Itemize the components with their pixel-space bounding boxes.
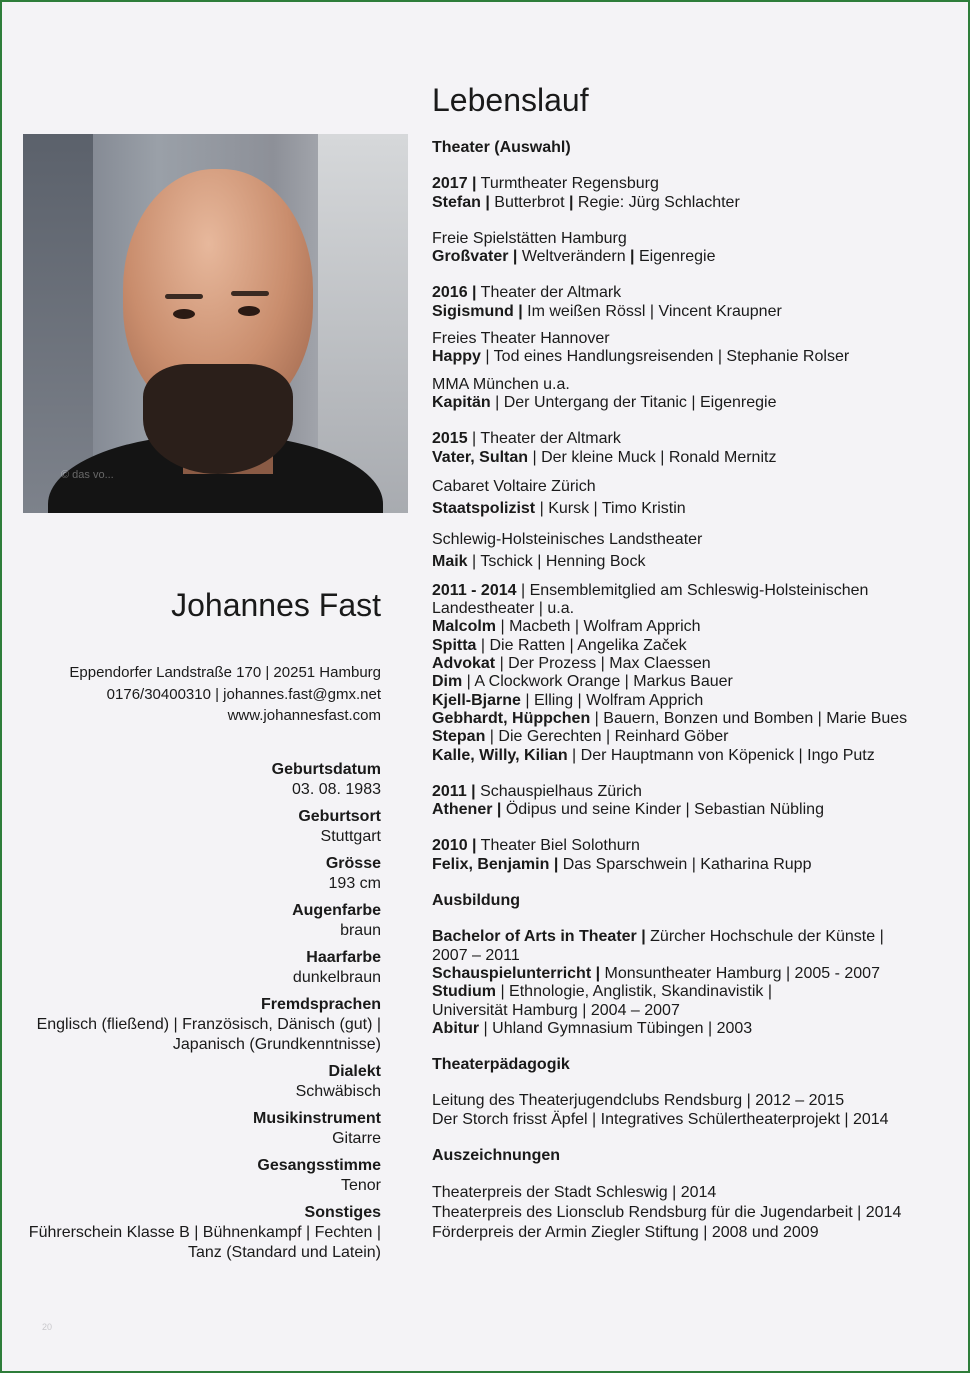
entry-role: Vater, Sultan bbox=[432, 448, 529, 466]
edu-title: Studium bbox=[432, 983, 496, 1001]
document-title: Lebenslauf bbox=[432, 82, 589, 118]
photo-eye-right bbox=[238, 306, 260, 316]
entry-details: | Tod eines Handlungsreisenden | Stephanie Rolser bbox=[480, 348, 850, 366]
edu-details: | Ethnologie, Anglistik, Skandinavistik | bbox=[496, 983, 773, 1001]
entry-details: | Kursk | Timo Kristin bbox=[535, 499, 686, 517]
entry-role: Athener | bbox=[432, 801, 502, 819]
page-number: 20 bbox=[42, 1322, 53, 1332]
contact-phone-email[interactable]: 0176/30400310 | johannes.fast@gmx.net bbox=[106, 685, 381, 703]
entry-details: Im weißen Rössl | Vincent Kraupner bbox=[522, 302, 782, 320]
entry-role: Gebhardt, Hüppchen bbox=[432, 709, 591, 727]
fact-label: Augenfarbe bbox=[292, 902, 381, 919]
entry-details: | Der Prozess | Max Claessen bbox=[495, 655, 711, 673]
edu-details-cont: Universität Hamburg | 2004 – 2007 bbox=[432, 1001, 680, 1019]
photo-beard bbox=[143, 364, 293, 474]
entry-details: Das Sparschwein | Katharina Rupp bbox=[558, 855, 812, 873]
fact-value: Stuttgart bbox=[320, 828, 381, 845]
entry-role: Happy bbox=[432, 348, 481, 366]
paedagogik-item: Leitung des Theaterjugendclubs Rendsburg | 2012 – 2015 bbox=[432, 1092, 845, 1110]
entry-role: Maik bbox=[432, 552, 468, 570]
entry-director: Regie: Jürg Schlachter bbox=[573, 193, 740, 211]
award-item: Theaterpreis des Lionsclub Rendsburg für die Jugendarbeit | 2014 bbox=[432, 1204, 902, 1222]
auszeichnungen-list bbox=[432, 1183, 932, 1243]
edu-title: Abitur bbox=[432, 1019, 480, 1037]
entry-hannover bbox=[432, 330, 932, 367]
entry-year: 2011 | bbox=[432, 782, 476, 800]
entry-details: | Die Gerechten | Reinhard Göber bbox=[485, 728, 729, 746]
section-heading-theater: Theater (Auswahl) bbox=[432, 139, 571, 156]
edu-details-cont: 2007 – 2011 bbox=[432, 946, 520, 964]
entry-year: 2017 | bbox=[432, 175, 477, 193]
fact-value: Tenor bbox=[340, 1177, 381, 1194]
contact-block bbox=[69, 662, 381, 727]
entry-place: Turmtheater Regensburg bbox=[476, 175, 659, 193]
entry-role: Dim bbox=[432, 673, 463, 691]
fact-label: Musikinstrument bbox=[252, 1110, 381, 1127]
entry-details: Ödipus und seine Kinder | Sebastian Nübling bbox=[501, 801, 824, 819]
entry-2011-2014 bbox=[432, 582, 932, 765]
entry-place: Freies Theater Hannover bbox=[432, 330, 610, 348]
entry-place: | Theater der Altmark bbox=[467, 430, 621, 448]
entry-director: Eigenregie bbox=[634, 248, 716, 266]
ensemble-role bbox=[432, 692, 932, 710]
contact-website[interactable]: www.johannesfast.com bbox=[227, 707, 381, 724]
fact-label: Grösse bbox=[325, 855, 381, 872]
fact-geburtsdatum bbox=[11, 760, 381, 800]
fact-sonstiges bbox=[11, 1203, 381, 1263]
cv-content bbox=[432, 139, 932, 1261]
entry-role: Stepan bbox=[432, 728, 486, 746]
ensemble-role bbox=[432, 618, 932, 636]
edu-title: Bachelor of Arts in Theater | bbox=[432, 928, 646, 946]
entry-2010 bbox=[432, 837, 932, 874]
entry-2011 bbox=[432, 783, 932, 820]
photo-eye-left bbox=[173, 309, 195, 319]
ensemble-role bbox=[432, 673, 932, 691]
paedagogik-list bbox=[432, 1092, 932, 1129]
entry-separator: | bbox=[630, 248, 635, 266]
entry-description-cont: Landestheater | u.a. bbox=[432, 600, 575, 618]
entry-2017 bbox=[432, 175, 932, 212]
fact-value: 03. 08. 1983 bbox=[292, 781, 381, 798]
entry-details: | Tschick | Henning Bock bbox=[467, 552, 646, 570]
entry-details: | A Clockwork Orange | Markus Bauer bbox=[462, 673, 733, 691]
entry-2016 bbox=[432, 284, 932, 321]
entry-role: Kapitän bbox=[432, 393, 491, 411]
entry-place: MMA München u.a. bbox=[432, 375, 570, 393]
entry-details: | Die Ratten | Angelika Začek bbox=[476, 636, 687, 654]
photo-brow-left bbox=[165, 294, 203, 299]
fact-value: dunkelbraun bbox=[292, 969, 381, 986]
entry-place: Theater der Altmark bbox=[476, 284, 622, 302]
entry-details: | Bauern, Bonzen und Bomben | Marie Bues bbox=[590, 709, 908, 727]
entry-role: Felix, Benjamin | bbox=[432, 855, 559, 873]
entry-mma bbox=[432, 376, 932, 413]
entry-role: Kjell-Bjarne bbox=[432, 691, 521, 709]
entry-description: | Ensemblemitglied am Schleswig-Holsteinischen bbox=[516, 581, 869, 599]
section-heading-theaterpaedagogik: Theaterpädagogik bbox=[432, 1056, 570, 1074]
entry-play: Weltverändern bbox=[517, 248, 631, 266]
entry-year: 2011 - 2014 bbox=[432, 581, 517, 599]
entry-role: Advokat bbox=[432, 655, 496, 673]
fact-augenfarbe bbox=[11, 901, 381, 941]
entry-freie-spielstaetten bbox=[432, 230, 932, 267]
ausbildung-list bbox=[432, 928, 932, 1038]
ensemble-role bbox=[432, 637, 932, 655]
fact-value: Englisch (fließend) | Französisch, Dänisch (gut) | bbox=[36, 1016, 381, 1033]
fact-value: Gitarre bbox=[332, 1130, 381, 1147]
entry-details: | Der Hauptmann von Köpenick | Ingo Putz bbox=[567, 746, 875, 764]
photo-background-pillar bbox=[23, 134, 93, 513]
ensemble-role bbox=[432, 728, 932, 746]
entry-role: Spitta bbox=[432, 636, 477, 654]
entry-place: Freie Spielstätten Hamburg bbox=[432, 229, 627, 247]
entry-2015 bbox=[432, 430, 932, 467]
entry-year: 2015 bbox=[432, 430, 468, 448]
fact-label: Sonstiges bbox=[304, 1204, 381, 1221]
fact-geburtsort bbox=[11, 807, 381, 847]
fact-haarfarbe bbox=[11, 948, 381, 988]
edu-title: Schauspielunterricht | bbox=[432, 964, 601, 982]
fact-label: Geburtsdatum bbox=[271, 761, 381, 778]
fact-musikinstrument bbox=[11, 1109, 381, 1149]
entry-place: Theater Biel Solothurn bbox=[476, 837, 640, 855]
award-item: Förderpreis der Armin Ziegler Stiftung | 2008 und 2009 bbox=[432, 1224, 819, 1242]
fact-gesangsstimme bbox=[11, 1156, 381, 1196]
ensemble-role bbox=[432, 655, 932, 673]
fact-value-cont: Japanisch (Grundkenntnisse) bbox=[172, 1036, 381, 1053]
fact-value: Führerschein Klasse B | Bühnenkampf | Fechten | bbox=[28, 1224, 381, 1241]
fact-value: braun bbox=[340, 922, 381, 939]
entry-role: Staatspolizist bbox=[432, 499, 536, 517]
paedagogik-item: Der Storch frisst Äpfel | Integratives Schülertheaterprojekt | 2014 bbox=[432, 1110, 889, 1128]
entry-details: | Elling | Wolfram Apprich bbox=[520, 691, 704, 709]
fact-label: Gesangsstimme bbox=[257, 1157, 381, 1174]
section-heading-ausbildung: Ausbildung bbox=[432, 892, 520, 910]
fact-label: Geburtsort bbox=[298, 808, 381, 825]
portrait-photo bbox=[23, 134, 408, 513]
entry-landstheater bbox=[432, 529, 932, 573]
ensemble-role bbox=[432, 747, 932, 765]
entry-year: 2010 | bbox=[432, 837, 477, 855]
person-name: Johannes Fast bbox=[171, 587, 381, 623]
entry-role: Sigismund | bbox=[432, 302, 523, 320]
entry-role: Stefan | bbox=[432, 193, 490, 211]
fact-label: Dialekt bbox=[328, 1063, 381, 1080]
entry-play: Butterbrot bbox=[489, 193, 569, 211]
entry-details: | Macbeth | Wolfram Apprich bbox=[496, 618, 701, 636]
photo-watermark: © das vo... bbox=[61, 469, 114, 481]
fact-value-cont: Tanz (Standard und Latein) bbox=[187, 1244, 381, 1261]
edu-details: Zürcher Hochschule der Künste | bbox=[645, 928, 884, 946]
entry-separator: | bbox=[568, 193, 574, 211]
fact-value: 193 cm bbox=[328, 875, 381, 892]
fact-label: Haarfarbe bbox=[306, 949, 381, 966]
photo-brow-right bbox=[231, 291, 269, 296]
entry-year: 2016 | bbox=[432, 284, 477, 302]
edu-details: Monsuntheater Hamburg | 2005 - 2007 bbox=[600, 964, 880, 982]
entry-cabaret bbox=[432, 476, 932, 520]
fact-fremdsprachen bbox=[11, 995, 381, 1055]
ensemble-role bbox=[432, 710, 932, 728]
contact-address: Eppendorfer Landstraße 170 | 20251 Hamburg bbox=[69, 664, 381, 681]
award-item: Theaterpreis der Stadt Schleswig | 2014 bbox=[432, 1184, 717, 1202]
fact-label: Fremdsprachen bbox=[260, 996, 381, 1013]
entry-role: Malcolm bbox=[432, 618, 497, 636]
fact-value: Schwäbisch bbox=[295, 1083, 381, 1100]
entry-details: | Der kleine Muck | Ronald Mernitz bbox=[528, 448, 777, 466]
fact-groesse bbox=[11, 854, 381, 894]
entry-role: Großvater | bbox=[432, 248, 518, 266]
section-heading-auszeichnungen: Auszeichnungen bbox=[432, 1146, 561, 1164]
entry-place: Schauspielhaus Zürich bbox=[475, 782, 642, 800]
fact-dialekt bbox=[11, 1062, 381, 1102]
entry-details: | Der Untergang der Titanic | Eigenregie bbox=[490, 393, 777, 411]
entry-place: Cabaret Voltaire Zürich bbox=[432, 477, 596, 495]
personal-facts bbox=[11, 760, 381, 1270]
edu-details: | Uhland Gymnasium Tübingen | 2003 bbox=[479, 1019, 753, 1037]
entry-place: Schlewig-Holsteinisches Landstheater bbox=[432, 530, 703, 548]
entry-role: Kalle, Willy, Kilian bbox=[432, 746, 568, 764]
